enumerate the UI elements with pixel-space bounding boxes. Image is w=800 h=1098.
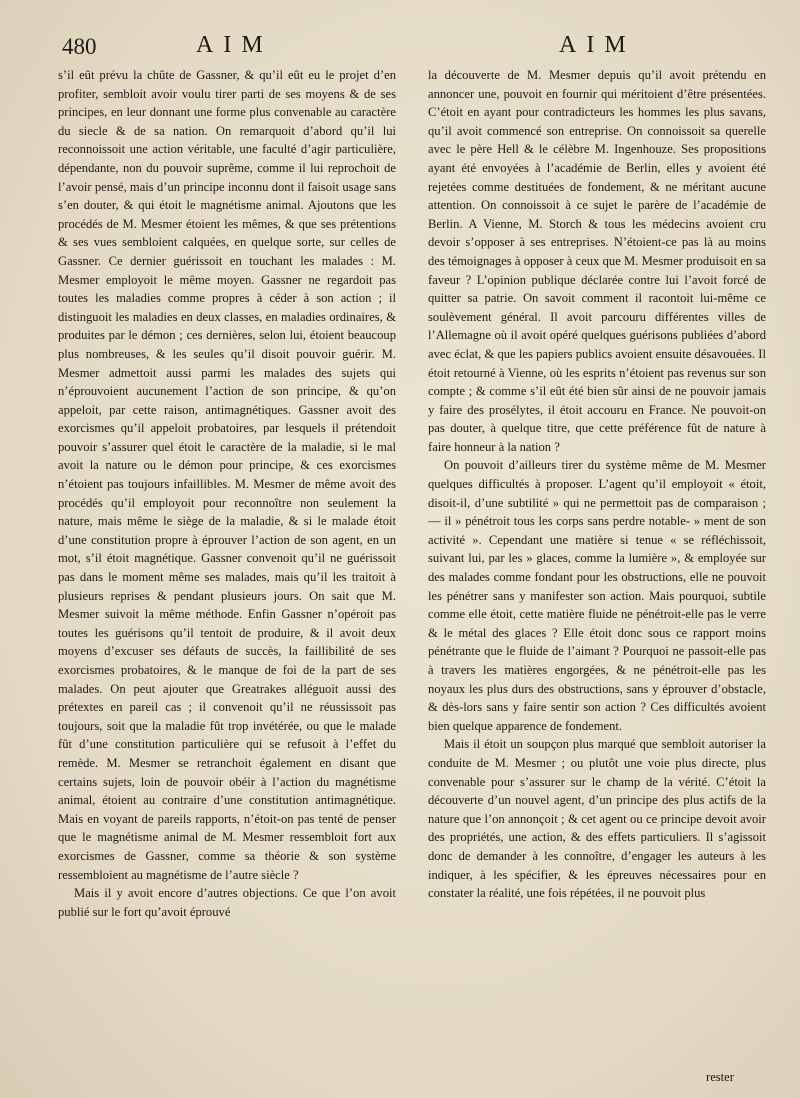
page-header — [0, 30, 800, 62]
paragraph: s’il eût prévu la chûte de Gassner, & qu’il eût eu le projet d’en profiter, sembloit avoir voulu tirer parti de ses moyens & de ses principes, en leur donnant une forme plus convenable au caractère du siecle & de sa nation. On remarquoit d’abord qu’il lui reconnoissoit une action véritable, une faculté d’agir particulière, dépendante, non du pouvoir suprême, comme il lui reprochoit de l’avoir pensé, mais d’un principe inconnu dont il faisoit usage sans s’en douter, & qui étoit le magnétisme animal. Ajoutons que les procédés de M. Mesmer étoient les mêmes, & que ses prétentions & ses vues sembloient calquées, en quelque sorte, sur celles de Gassner. Ce dernier guérissoit en touchant les malades : M. Mesmer employoit le même moyen. Gassner ne regardoit pas toutes les maladies comme propres à céder à son action ; il distinguoit les maladies en deux classes, en maladies ordinaires, & produites par le démon ; ces dernières, selon lui, étoient beaucoup plus nombreuses, & les seules qu’il disoit pouvoir guérir. M. Mesmer admettoit aussi parmi les malades des sujets qui n’éprouvoient aucunement l’action de son principe, & qu’on appeloit, par cette raison, antimagnétiques. Gassner avoit des exorcismes qu’il appeloit probatoires, par lesquels il prétendoit pouvoir s’assurer quel étoit le caractère de la maladie, si le mal avoit la nature ou le démon pour principe, & ces exorcismes n’étoient pas toujours infaillibles. M. Mesmer de même avoit des procédés qu’il employoit pour reconnoître non seulement la nature, mais même le siège de la maladie, & si le malade étoit d’une constitution propre à éprouver l’action de son agent, en un mot, s’il étoit magnétique. Gassner convenoit qu’il ne guérissoit pas dans le moment même ses malades, mais qu’il les traitoit à plusieurs reprises & pendant plusieurs jours. On sait que M. Mesmer suivoit la même méthode. Enfin Gassner n’opéroit pas toutes les guérisons qu’il tentoit de produire, & il avoit deux moyens d’excuser ses défauts de succès, la faillibilité de ses exorcismes probatoires, & le manque de foi de la part de ses malades. On peut ajouter que Greatrakes alléguoit aussi des prétextes en pareil cas ; il convenoit qu’il ne réussissoit pas toujours, soit que la maladie fût trop invétérée, ou que le malade fût d’une constitution particulière qui se refusoit à l’effet du remède. M. Mesmer se retranchoit également en disant que certains sujets, loin de pouvoir obéir à l’action du magnétisme animal, étoient au contraire d’une constitution antimagnétique. Mais en voyant de pareils rapports, n’étoit-on pas tenté de penser que le magnétisme animal de M. Mesmer ressembloit fort aux exorcismes de Gassner, comme sa théorie & son système ressembloient au magnétisme de l’autre siècle ? — [58, 68, 396, 882]
paragraph: la découverte de M. Mesmer depuis qu’il avoit prétendu en annoncer une, pouvoit en fournir qui méritoient d’être présentées. C’étoit en ayant pour contradicteurs les hommes les plus savans, qu’il avoit commencé son entreprise. On connoissoit sa querelle avec le père Hell & le célèbre M. Ingenhouze. Ses propositions ayant été envoyées à l’académie de Berlin, elles y avoient été rejetées comme destituées de fondement, & ne méritant aucune attention. On connoissoit à ce sujet le parère de l’académie de Berlin. A Vienne, M. Storch & tous les médecins avoient cru devoir s’opposer à ses entreprises. N’étoient-ce pas là au moins des témoignages à opposer à ceux que M. Mesmer produisoit en sa faveur ? L’opinion publique déclarée contre lui l’avoit forcé de quitter sa patrie. On savoit comment il racontoit lui-même ce soulèvement général. Il avoit parcouru différentes villes de l’Allemagne où il avoit opéré quelques guérisons publiées d’abord avec éclat, & que les papiers publics avoient ensuite désavouées. Il étoit retourné à Vienne, où les esprits n’étoient pas revenus sur son compte ; & comme s’il eût été bien sûr ainsi de ne pouvoir jamais y faire des prosélytes, il étoit accouru en France. Ne pouvoit-on pas douter, à quelque titre, que cette préférence fût de nature à faire honneur à la nation ? — [428, 68, 766, 454]
right-column — [428, 66, 766, 1076]
paragraph: Mais il y avoit encore d’autres objections. Ce que l’on avoit publié sur le fort qu’avoit éprouvé — [58, 886, 396, 919]
paragraph: On pouvoit d’ailleurs tirer du système même de M. Mesmer quelques difficultés à proposer. L’agent qu’il employoit « étoit, disoit-il, d’une subtilité » qui ne permettoit pas de comparaison ; — il » pénétroit tous les corps sans perdre notable- » ment de son activité ». Cependant une matière si tenue « se réfléchissoit, suivant lui, par les » glaces, comme la lumière », & employée sur des malades comme fondant pour les obstructions, elle ne pouvoit les pénétrer sans y manifester son action. Mais pourquoi, subtile comme elle étoit, cette matière fluide ne pénétroit-elle pas le verre & le métal des glaces ? Elle étoit donc sous ce rapport moins pénétrante que le fluide de l’aimant ? Pourquoi ne passoit-elle pas à travers les matières engorgées, & ne pénétroit-elle pas les noyaux les plus durs des obstructions, sans y éprouver d’obstacle, & dès-lors sans y faire sentir son action ? Ces difficultés avoient bien quelque apparence de fondement. — [428, 458, 766, 733]
running-head-left: AIM — [196, 32, 273, 58]
page-number: 480 — [62, 34, 97, 59]
paragraph: Mais il étoit un soupçon plus marqué que sembloit autoriser la conduite de M. Mesmer ; ou plutôt une voie plus directe, plus convenable pour s’assurer sur le champ de la vérité. C’étoit la découverte d’un nouvel agent, d’un principe des plus actifs de la nature que l’on annonçoit ; & cet agent ou ce principe devoit avoir des propriétés, une action, & des effets particuliers. Il s’agissoit donc de demander à les connoître, d’engager les auteurs à les indiquer, à les spécifier, & les épreuves nécessaires pour en constater la réalité, une fois répétées, il ne pouvoit plus — [428, 737, 766, 901]
catchword: rester — [706, 1070, 734, 1084]
left-column — [58, 66, 396, 1076]
running-head-right: AIM — [559, 32, 636, 58]
